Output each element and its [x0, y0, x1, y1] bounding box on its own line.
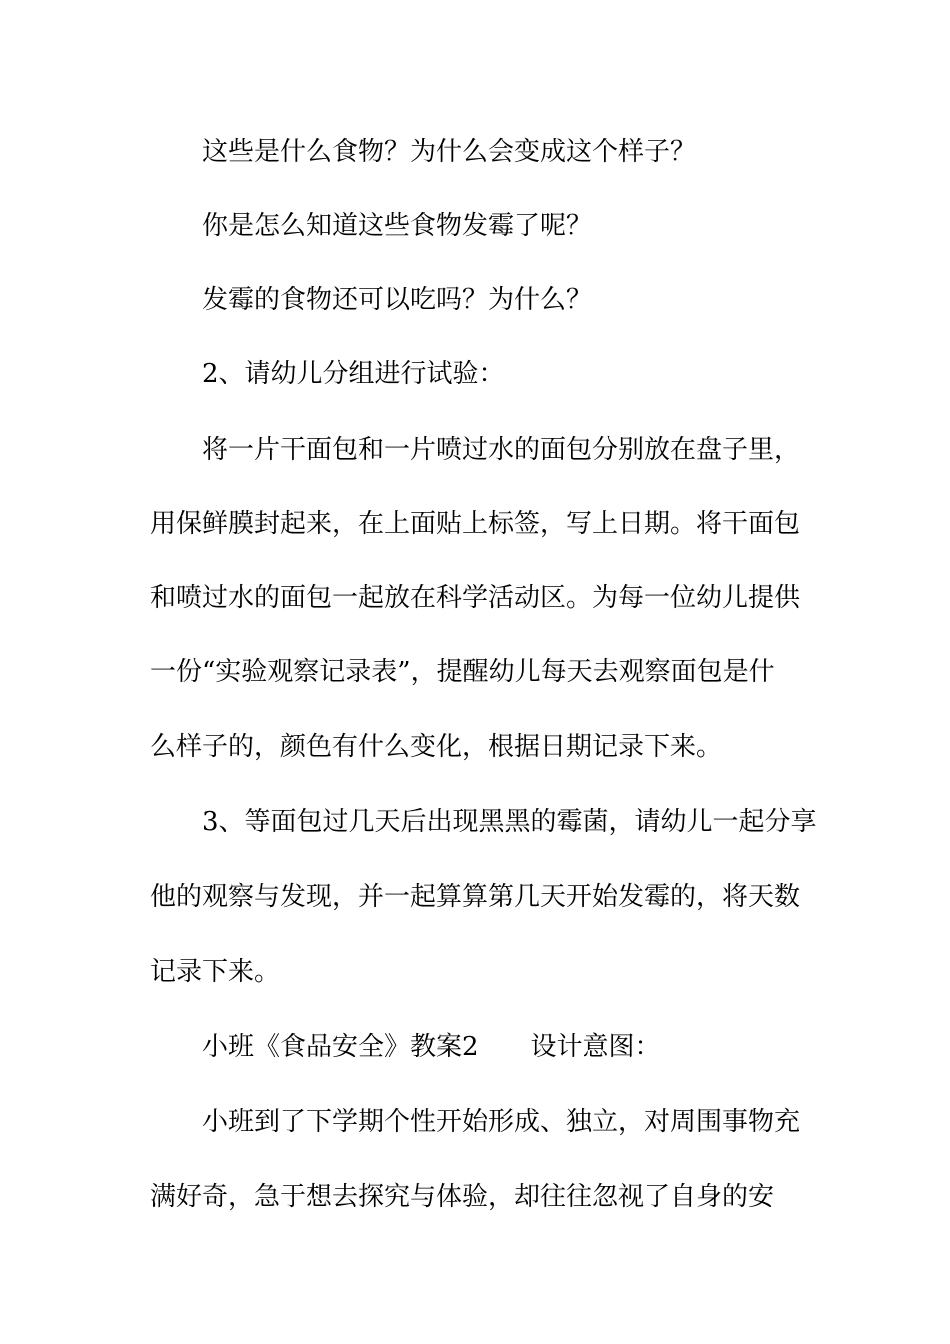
- text-line-5: 将一片干面包和一片喷过水的面包分别放在盘子里，: [202, 435, 801, 465]
- text-line-14: 小班到了下学期个性开始形成、独立，对周围事物充: [202, 1107, 801, 1137]
- text-line-15: 满好奇，急于想去探究与体验，却往往忽视了自身的安: [150, 1182, 775, 1212]
- text-line-12: 记录下来。: [150, 957, 281, 987]
- text-line-6: 用保鲜膜封起来，在上面贴上标签，写上日期。将干面包: [150, 509, 801, 539]
- text-line-1: 这些是什么食物？为什么会变成这个样子？: [202, 137, 697, 167]
- text-line-4: 2、请幼儿分组进行试验：: [202, 359, 505, 389]
- text-line-2: 你是怎么知道这些食物发霉了呢？: [202, 211, 593, 241]
- text-line-3: 发霉的食物还可以吃吗？为什么？: [202, 285, 593, 315]
- text-line-9: 么样子的，颜色有什么变化，根据日期记录下来。: [150, 732, 723, 762]
- text-line-8: 一份“实验观察记录表”，提醒幼儿每天去观察面包是什: [150, 657, 775, 687]
- text-line-11: 他的观察与发现，并一起算算第几天开始发霉的，将天数: [150, 882, 801, 912]
- section-heading: 小班《食品安全》教案2 设计意图：: [202, 1032, 661, 1062]
- text-line-7: 和喷过水的面包一起放在科学活动区。为每一位幼儿提供: [150, 583, 801, 613]
- text-line-10: 3、等面包过几天后出现黑黑的霉菌，请幼儿一起分享: [202, 807, 817, 837]
